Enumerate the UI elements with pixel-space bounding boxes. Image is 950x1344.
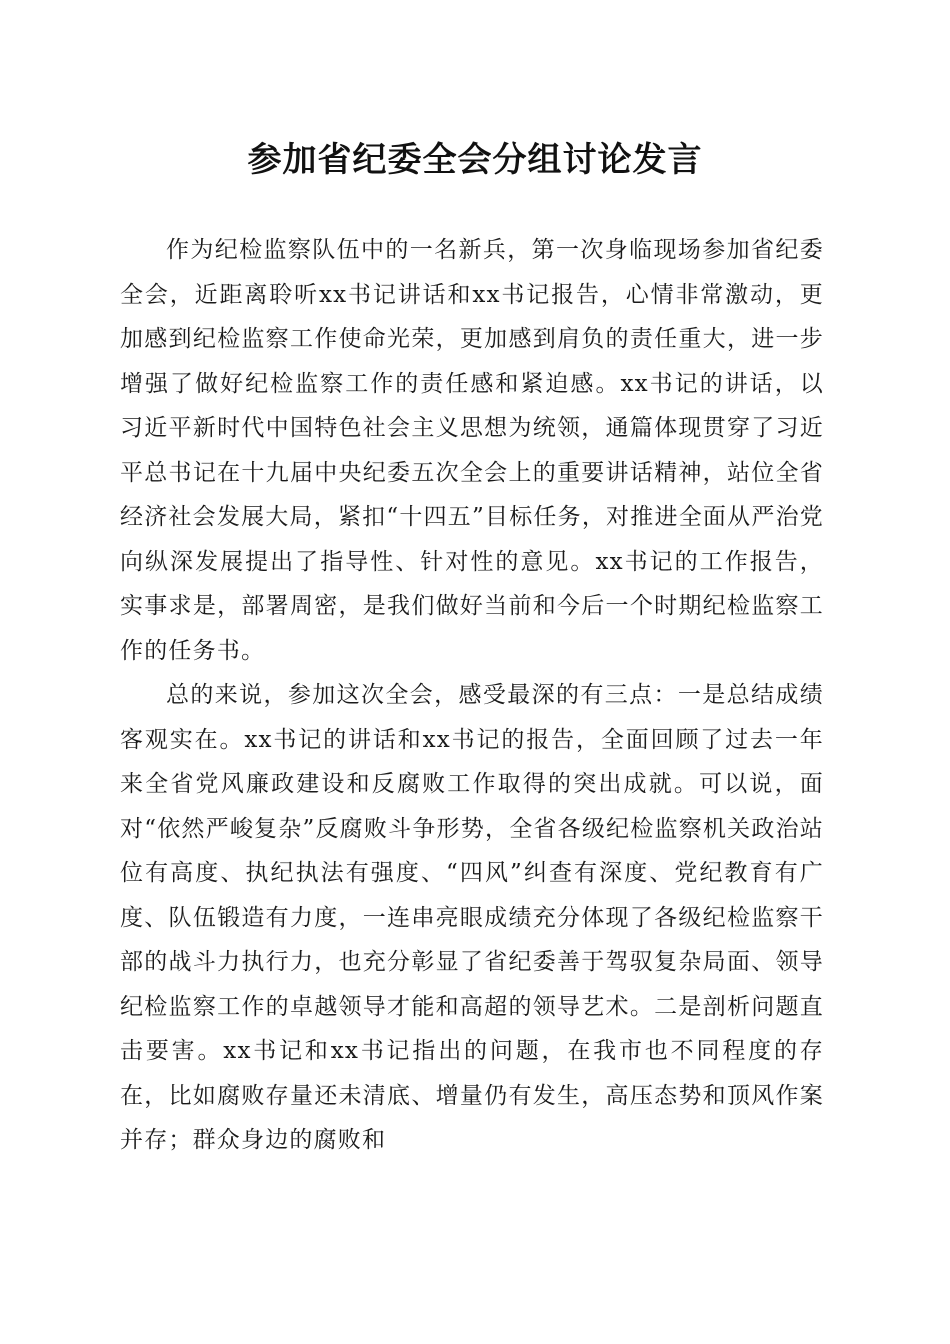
document-title: 参加省纪委全会分组讨论发言 [247,140,703,180]
paragraph-1: 作为纪检监察队伍中的一名新兵，第一次身临现场参加省纪委全会，近距离聆听xx书记讲话和xx书记报告，心情非常激动，更加感到纪检监察工作使命光荣，更加感到肩负的责任重大，进一步增强了做好纪检监察工作的责任感和紧迫感。xx书记的讲话，以习近平新时代中国特色社会主义思想为统领，通篇体现贯穿了习近平总书记在十九届中央纪委五次全会上的重要讲话精神，站位全省经济社会发展大局，紧扣“十四五”目标任务，对推进全面从严治党向纵深发展提出了指导性、针对性的意见。xx书记的工作报告，实事求是，部署周密，是我们做好当前和今后一个时期纪检监察工作的任务书。 [120,237,824,664]
document-body [120,228,824,1163]
paragraph-2: 总的来说，参加这次全会，感受最深的有三点：一是总结成绩客观实在。xx书记的讲话和xx书记的报告，全面回顾了过去一年来全省党风廉政建设和反腐败工作取得的突出成就。可以说，面对“依然严峻复杂”反腐败斗争形势，全省各级纪检监察机关政治站位有高度、执纪执法有强度、“四风”纠查有深度、党纪教育有广度、队伍锻造有力度，一连串亮眼成绩充分体现了各级纪检监察干部的战斗力执行力，也充分彰显了省纪委善于驾驭复杂局面、领导纪检监察工作的卓越领导才能和高超的领导艺术。二是剖析问题直击要害。xx书记和xx书记指出的问题，在我市也不同程度的存在，比如腐败存量还未清底、增量仍有发生，高压态势和顶风作案并存；群众身边的腐败和 [120,682,824,1153]
